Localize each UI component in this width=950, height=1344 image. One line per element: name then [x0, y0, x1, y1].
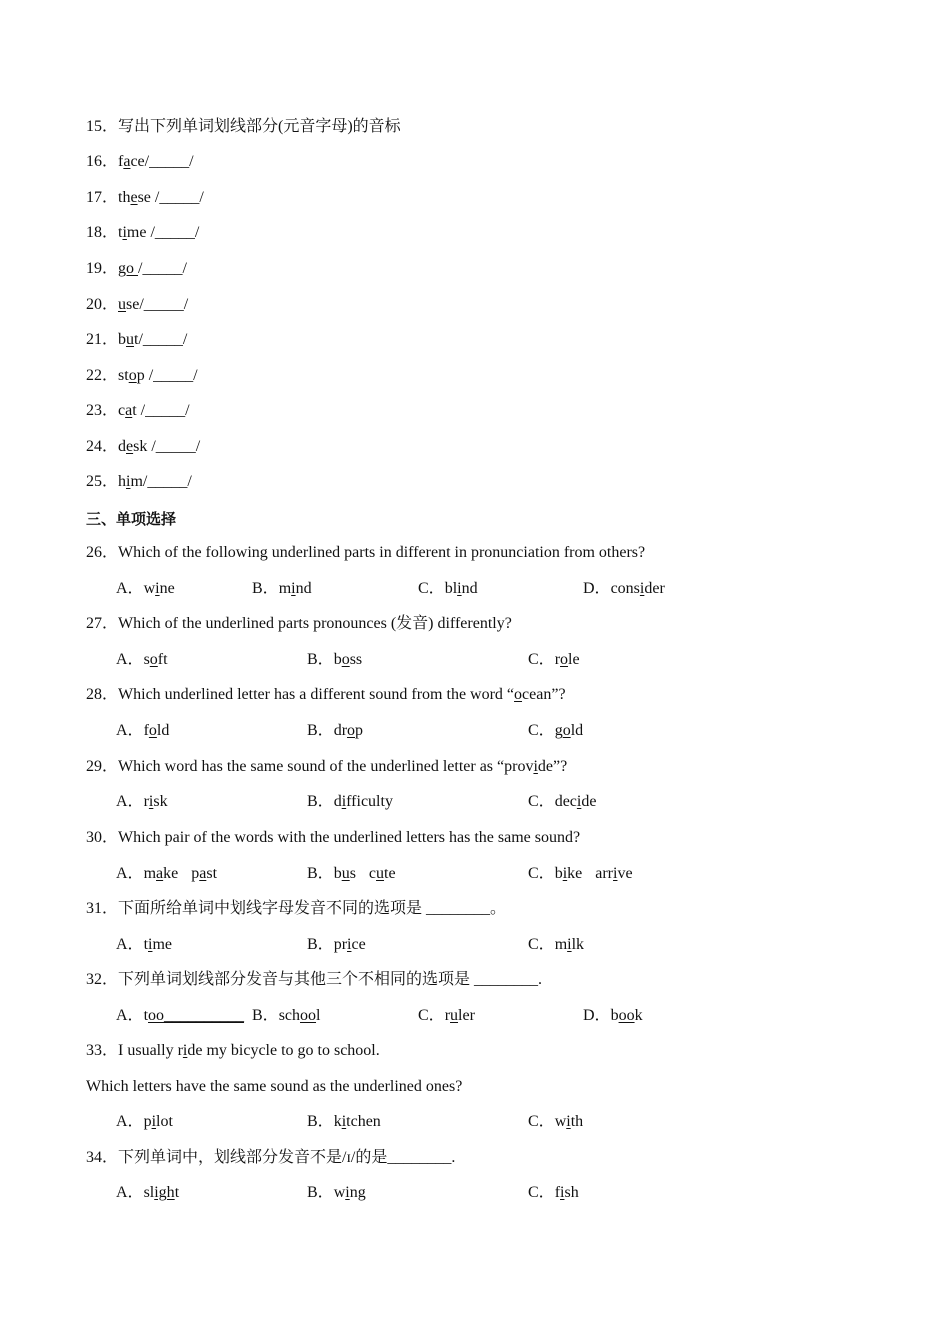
question-number: 32．: [86, 971, 119, 988]
word-part: ke: [567, 865, 583, 882]
question-24: [86, 437, 200, 457]
word-part: l: [316, 1007, 321, 1024]
question-number: 16．: [86, 153, 119, 170]
option-label: C．: [418, 1007, 445, 1024]
underlined-letters: u: [126, 331, 135, 348]
question-text: 写出下列单词划线部分(元音字母)的音标: [118, 118, 401, 135]
word-part: ld: [570, 722, 584, 739]
option-c[interactable]: [528, 935, 584, 955]
word-part: f: [554, 1184, 561, 1201]
word-part: sl: [143, 1184, 155, 1201]
question-34: [86, 1148, 455, 1168]
option-label: A．: [116, 722, 144, 739]
question-number: 30．: [86, 829, 119, 846]
option-label: B．: [307, 865, 334, 882]
question-text: de”?: [537, 758, 568, 775]
underlined-letters: oo: [300, 1007, 317, 1024]
word-part: dr: [333, 722, 348, 739]
word-part: tchen: [346, 1113, 381, 1130]
option-label: B．: [252, 580, 279, 597]
word-part: /_____/: [138, 260, 187, 277]
word-part: ce/_____/: [130, 153, 194, 170]
question-28: [86, 685, 566, 705]
question-32: [86, 970, 542, 990]
underlined-letters: igh: [154, 1184, 175, 1201]
question-text: Which of the underlined parts pronounces (发音) differently?: [118, 615, 512, 632]
underlined-letters: i: [148, 793, 154, 810]
word-part: b: [333, 651, 342, 668]
question-text: cean”?: [522, 686, 566, 703]
word-part: r: [143, 793, 149, 810]
underlined-letters: i: [148, 936, 153, 953]
question-17: [86, 188, 204, 208]
option-label: B．: [307, 793, 334, 810]
option-b[interactable]: [307, 1112, 381, 1132]
question-16: [86, 152, 194, 172]
word-part: de: [581, 793, 597, 810]
option-c[interactable]: [418, 1006, 475, 1026]
word-part: s: [143, 651, 150, 668]
question-26: [86, 543, 645, 563]
option-label: C．: [528, 936, 555, 953]
underlined-letters: o: [148, 722, 157, 739]
question-22: [86, 366, 198, 386]
word-part: th: [118, 189, 131, 206]
underlined-letters: o: [560, 651, 569, 668]
option-label: A．: [116, 651, 144, 668]
question-number: 17．: [86, 189, 119, 206]
word-part: k: [333, 1113, 342, 1130]
option-label: A．: [116, 936, 144, 953]
question-text: de my bicycle to go to school.: [187, 1042, 380, 1059]
option-b[interactable]: [307, 864, 396, 884]
option-c[interactable]: [528, 864, 633, 884]
option-c[interactable]: [528, 650, 580, 670]
option-a[interactable]: [116, 864, 217, 884]
question-19: [86, 259, 187, 279]
option-d[interactable]: [583, 1006, 643, 1026]
underlined-letters: i: [341, 793, 347, 810]
question-number: 34．: [86, 1149, 119, 1166]
option-a[interactable]: [116, 792, 168, 812]
word-part: st: [206, 865, 218, 882]
option-label: B．: [307, 936, 334, 953]
underlined-letters: oo__________: [148, 1007, 245, 1024]
question-33: [86, 1041, 380, 1061]
question-number: 21．: [86, 331, 119, 348]
word-part: dec: [554, 793, 577, 810]
question-23: [86, 401, 190, 421]
option-c[interactable]: [528, 721, 583, 741]
option-a[interactable]: [116, 1183, 179, 1203]
question-number: 24．: [86, 438, 119, 455]
option-label: D．: [583, 580, 611, 597]
option-b[interactable]: [307, 935, 366, 955]
word-part: sch: [278, 1007, 301, 1024]
word-part: te: [384, 865, 396, 882]
word-part: fficulty: [346, 793, 393, 810]
word-part: nd: [461, 580, 478, 597]
word-part: m/_____/: [130, 473, 192, 490]
word-part: d: [333, 793, 342, 810]
word-part: me: [152, 936, 173, 953]
word-part: b: [333, 865, 342, 882]
word-part: le: [568, 651, 580, 668]
underlined-letters: u: [376, 865, 385, 882]
underlined-letters: i: [341, 1113, 347, 1130]
underlined-letters: i: [560, 1184, 565, 1201]
word-part: pr: [333, 936, 348, 953]
underlined-letters: i: [347, 936, 352, 953]
option-label: C．: [418, 580, 445, 597]
option-b[interactable]: [307, 650, 362, 670]
underlined-letters: i: [613, 865, 618, 882]
word-part: m: [278, 580, 292, 597]
word-part: ler: [458, 1007, 475, 1024]
question-27: [86, 614, 512, 634]
question-15: [86, 117, 401, 137]
option-label: C．: [528, 1184, 555, 1201]
question-number: 25．: [86, 473, 119, 490]
underlined-letters: i: [182, 1042, 188, 1059]
question-30: [86, 828, 580, 848]
word-part: b: [554, 865, 563, 882]
question-number: 31．: [86, 900, 119, 917]
underlined-letters: o: [128, 367, 137, 384]
option-label: D．: [583, 1007, 611, 1024]
underlined-letters: o: [514, 686, 523, 703]
question-21: [86, 330, 187, 350]
word-part: w: [554, 1113, 567, 1130]
underlined-letters: a: [199, 865, 207, 882]
question-number: 27．: [86, 615, 119, 632]
word-part: r: [444, 1007, 451, 1024]
underlined-letters: o: [341, 651, 350, 668]
option-a[interactable]: [116, 579, 175, 599]
option-c[interactable]: [528, 1112, 583, 1132]
question-31: [86, 899, 506, 919]
question-text: 下列单词划线部分发音与其他三个不相同的选项是 ________.: [118, 971, 543, 988]
question-text: Which underlined letter has a different sound from the word “: [118, 686, 515, 703]
option-d[interactable]: [583, 579, 665, 599]
option-label: A．: [116, 793, 144, 810]
word-part: ke: [163, 865, 179, 882]
word-part: se /_____/: [137, 189, 204, 206]
underlined-letters: a: [123, 153, 131, 170]
option-b[interactable]: [252, 1006, 320, 1026]
question-text: Which of the following underlined parts in different in pronunciation from others?: [118, 544, 646, 561]
option-c[interactable]: [528, 1183, 579, 1203]
word-part: k: [634, 1007, 643, 1024]
option-label: C．: [528, 722, 555, 739]
word-part: ne: [159, 580, 175, 597]
question-number: 23．: [86, 402, 119, 419]
word-part: t: [143, 936, 149, 953]
word-part: sk /_____/: [133, 438, 201, 455]
word-part: st: [118, 367, 129, 384]
underlined-letters: i: [639, 580, 645, 597]
question-number: 22．: [86, 367, 119, 384]
underlined-letters: i: [566, 1113, 571, 1130]
underlined-letters: a: [156, 865, 164, 882]
question-number: 20．: [86, 296, 119, 313]
underlined-letters: a: [125, 402, 133, 419]
word-part: m: [143, 865, 157, 882]
question-number: 28．: [86, 686, 119, 703]
word-part: nd: [295, 580, 312, 597]
word-part: t: [118, 224, 123, 241]
word-part: w: [333, 1184, 346, 1201]
option-label: C．: [528, 1113, 555, 1130]
word-part: r: [554, 651, 561, 668]
word-part: p /_____/: [136, 367, 198, 384]
option-b[interactable]: [252, 579, 312, 599]
option-c[interactable]: [528, 792, 596, 812]
option-a[interactable]: [116, 650, 168, 670]
underlined-letters: oo: [618, 1007, 635, 1024]
question-25: [86, 472, 192, 492]
underlined-letters: o: [149, 651, 158, 668]
word-part: me /_____/: [126, 224, 200, 241]
option-a[interactable]: [116, 1112, 173, 1132]
underlined-letters: u: [118, 296, 127, 313]
underlined-letters: i: [151, 1113, 157, 1130]
word-part: sk: [153, 793, 168, 810]
word-part: bl: [444, 580, 458, 597]
question-number: 33．: [86, 1042, 119, 1059]
option-label: A．: [116, 865, 144, 882]
option-a[interactable]: [116, 1006, 244, 1026]
word-part: f: [118, 153, 124, 170]
option-label: B．: [307, 1113, 334, 1130]
option-label: A．: [116, 580, 144, 597]
option-a[interactable]: [116, 721, 169, 741]
word-part: se/_____/: [126, 296, 189, 313]
question-text: I usually r: [118, 1042, 183, 1059]
word-part: s: [349, 865, 356, 882]
option-label: A．: [116, 1113, 144, 1130]
question-number: 19．: [86, 260, 119, 277]
underlined-letters: i: [345, 1184, 350, 1201]
question-text: 下列单词中，划线部分发音不是/ɪ/的是________.: [118, 1149, 456, 1166]
question-number: 15．: [86, 118, 119, 135]
underlined-letters: u: [341, 865, 350, 882]
question-29: [86, 757, 567, 777]
option-label: A．: [116, 1007, 144, 1024]
underlined-letters: i: [533, 758, 538, 775]
word-part: c: [368, 865, 377, 882]
option-b[interactable]: [307, 1183, 366, 1203]
option-label: B．: [307, 722, 334, 739]
word-part: t: [143, 1007, 149, 1024]
option-label: C．: [528, 793, 555, 810]
word-part: d: [118, 438, 127, 455]
option-label: A．: [116, 1184, 144, 1201]
option-label: B．: [307, 1184, 334, 1201]
underlined-letters: i: [576, 793, 582, 810]
word-part: c: [118, 402, 126, 419]
word-part: h: [118, 473, 127, 490]
word-part: lk: [571, 936, 585, 953]
word-part: ld: [156, 722, 170, 739]
word-part: p: [143, 1113, 152, 1130]
option-c[interactable]: [418, 579, 478, 599]
underlined-letters: u: [450, 1007, 459, 1024]
word-part: sh: [564, 1184, 579, 1201]
question-text: 下面所给单词中划线字母发音不同的选项是 ________。: [118, 900, 507, 917]
word-part: w: [143, 580, 156, 597]
question-text: Which pair of the words with the underlined letters has the same sound?: [118, 829, 581, 846]
word-part: t/_____/: [134, 331, 188, 348]
underlined-letters: i: [291, 580, 296, 597]
question-number: 26．: [86, 544, 119, 561]
underlined-letters: i: [567, 936, 572, 953]
underlined-letters: i: [155, 580, 160, 597]
option-label: C．: [528, 865, 555, 882]
underlined-letters: i: [126, 473, 131, 490]
underlined-letters: i: [457, 580, 462, 597]
option-b[interactable]: [307, 721, 363, 741]
option-b[interactable]: [307, 792, 393, 812]
word-part: m: [554, 936, 568, 953]
word-part: f: [143, 722, 149, 739]
question-20: [86, 295, 188, 315]
word-part: th: [570, 1113, 584, 1130]
word-part: arr: [595, 865, 614, 882]
word-part: ce: [351, 936, 366, 953]
word-part: t /_____/: [132, 402, 190, 419]
word-part: ng: [349, 1184, 366, 1201]
word-part: lot: [156, 1113, 173, 1130]
question-text: Which word has the same sound of the underlined letter as “prov: [118, 758, 534, 775]
word-part: t: [174, 1184, 180, 1201]
underlined-letters: o: [562, 722, 571, 739]
question-number: 29．: [86, 758, 119, 775]
word-part: der: [644, 580, 665, 597]
underlined-letters: go: [118, 260, 139, 277]
option-label: B．: [252, 1007, 279, 1024]
option-label: B．: [307, 651, 334, 668]
word-part: ve: [617, 865, 633, 882]
word-part: b: [118, 331, 127, 348]
underlined-letters: o: [347, 722, 356, 739]
section-heading: 三、单项选择: [86, 510, 177, 528]
word-part: ft: [157, 651, 168, 668]
underlined-letters: e: [130, 189, 138, 206]
word-part: cons: [610, 580, 640, 597]
word-part: p: [191, 865, 200, 882]
option-a[interactable]: [116, 935, 172, 955]
option-label: C．: [528, 651, 555, 668]
question-33-subtext: Which letters have the same sound as the underlined ones?: [86, 1078, 463, 1095]
question-18: [86, 223, 199, 243]
underlined-letters: e: [126, 438, 134, 455]
word-part: g: [554, 722, 563, 739]
word-part: p: [355, 722, 364, 739]
word-part: b: [610, 1007, 619, 1024]
underlined-letters: i: [122, 224, 127, 241]
question-number: 18．: [86, 224, 119, 241]
underlined-letters: i: [562, 865, 568, 882]
word-part: ss: [349, 651, 363, 668]
